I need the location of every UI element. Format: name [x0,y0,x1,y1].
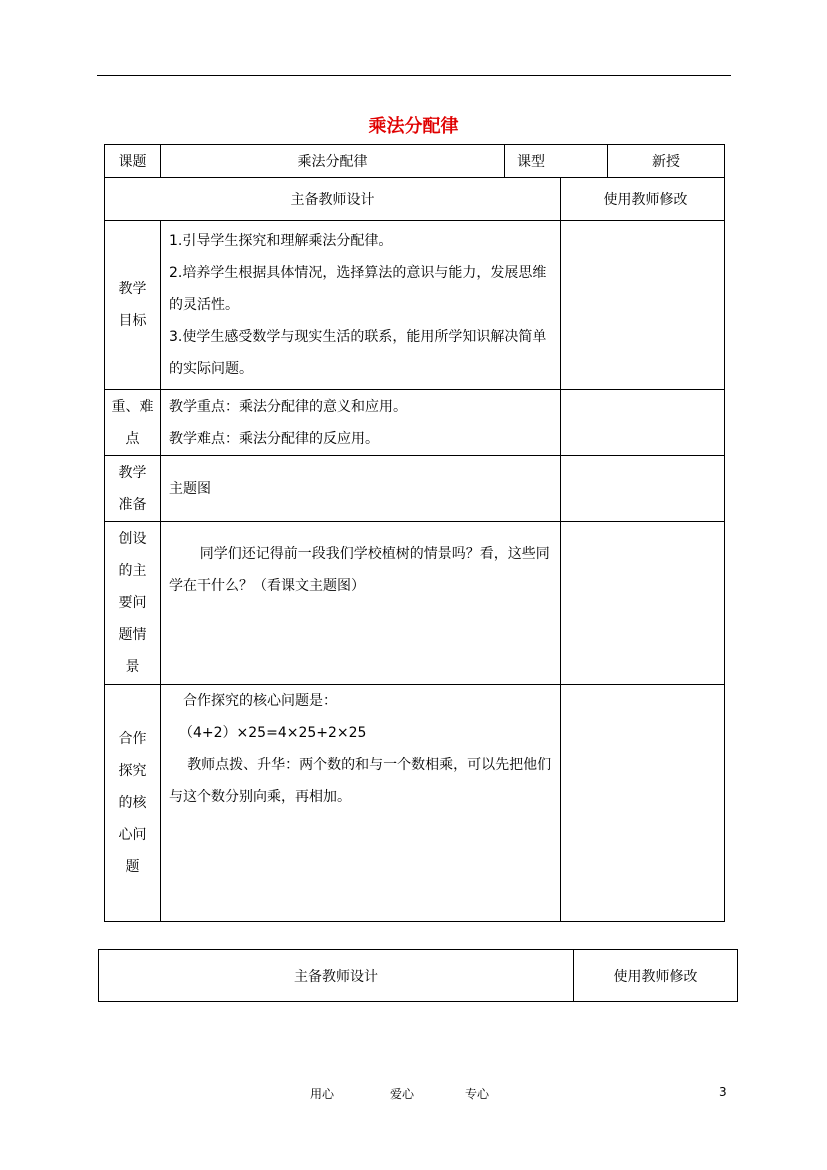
footer-text-3: 专心 [465,1087,490,1101]
scene-label: 创设 的主 要问 题情 景 [105,522,161,685]
topic-value: 乘法分配律 [161,145,505,178]
difficult-point: 教学难点：乘法分配律的反应用。 [169,430,379,447]
explore-modify-cell [561,685,725,922]
goals-label: 教学 目标 [105,221,161,390]
key-points-content [161,390,561,456]
page-number: 3 [719,1085,727,1099]
goals-row [105,221,725,390]
goals-content [161,221,561,390]
prep-modify-cell [561,456,725,522]
formula: （4+2）×25=4×25+2×25 [179,725,367,741]
prep-label: 教学 准备 [105,456,161,522]
teacher-note: 教师点拨、升华：两个数的和与一个数相乘，可以先把他们与这个数分别向乘，再相加。 [169,757,552,805]
goal-item: 1.引导学生探究和理解乘法分配律。 [169,233,393,249]
continuation-table [98,949,738,1002]
prep-row [105,456,725,522]
modify-header: 使用教师修改 [561,178,725,221]
modify-header-2: 使用教师修改 [574,950,738,1002]
footer-text-1: 用心 [310,1087,335,1101]
key-point: 教学重点：乘法分配律的意义和应用。 [169,398,407,415]
key-points-label: 重、难 点 [105,390,161,456]
page-title: 乘法分配律 [368,116,459,137]
footer-text-2: 爱心 [390,1087,415,1101]
goal-item: 3.使学生感受数学与现实生活的联系，能用所学知识解决简单的实际问题。 [169,329,547,377]
type-label: 课型 [505,145,608,178]
topic-label: 课题 [105,145,161,178]
prep-content: 主题图 [161,456,561,522]
scene-modify-cell [561,522,725,685]
scene-row [105,522,725,685]
explore-row [105,685,725,922]
header-rule [97,75,731,76]
main-design-header: 主备教师设计 [105,178,561,221]
explore-intro: 合作探究的核心问题是： [183,693,337,709]
type-value: 新授 [608,145,725,178]
key-modify-cell [561,390,725,456]
goal-item: 2.培养学生根据具体情况，选择算法的意识与能力，发展思维的灵活性。 [169,265,547,313]
lesson-plan-table [104,144,725,922]
column-header-row [105,178,725,221]
main-design-header-2: 主备教师设计 [99,950,574,1002]
goals-modify-cell [561,221,725,390]
explore-label: 合作 探究 的核 心问 题 [105,685,161,922]
explore-content [161,685,561,922]
continuation-header-row [99,950,738,1002]
topic-row [105,145,725,178]
key-points-row [105,390,725,456]
scene-content: 同学们还记得前一段我们学校植树的情景吗？看，这些同学在干什么？（看课文主题图） [161,522,561,685]
